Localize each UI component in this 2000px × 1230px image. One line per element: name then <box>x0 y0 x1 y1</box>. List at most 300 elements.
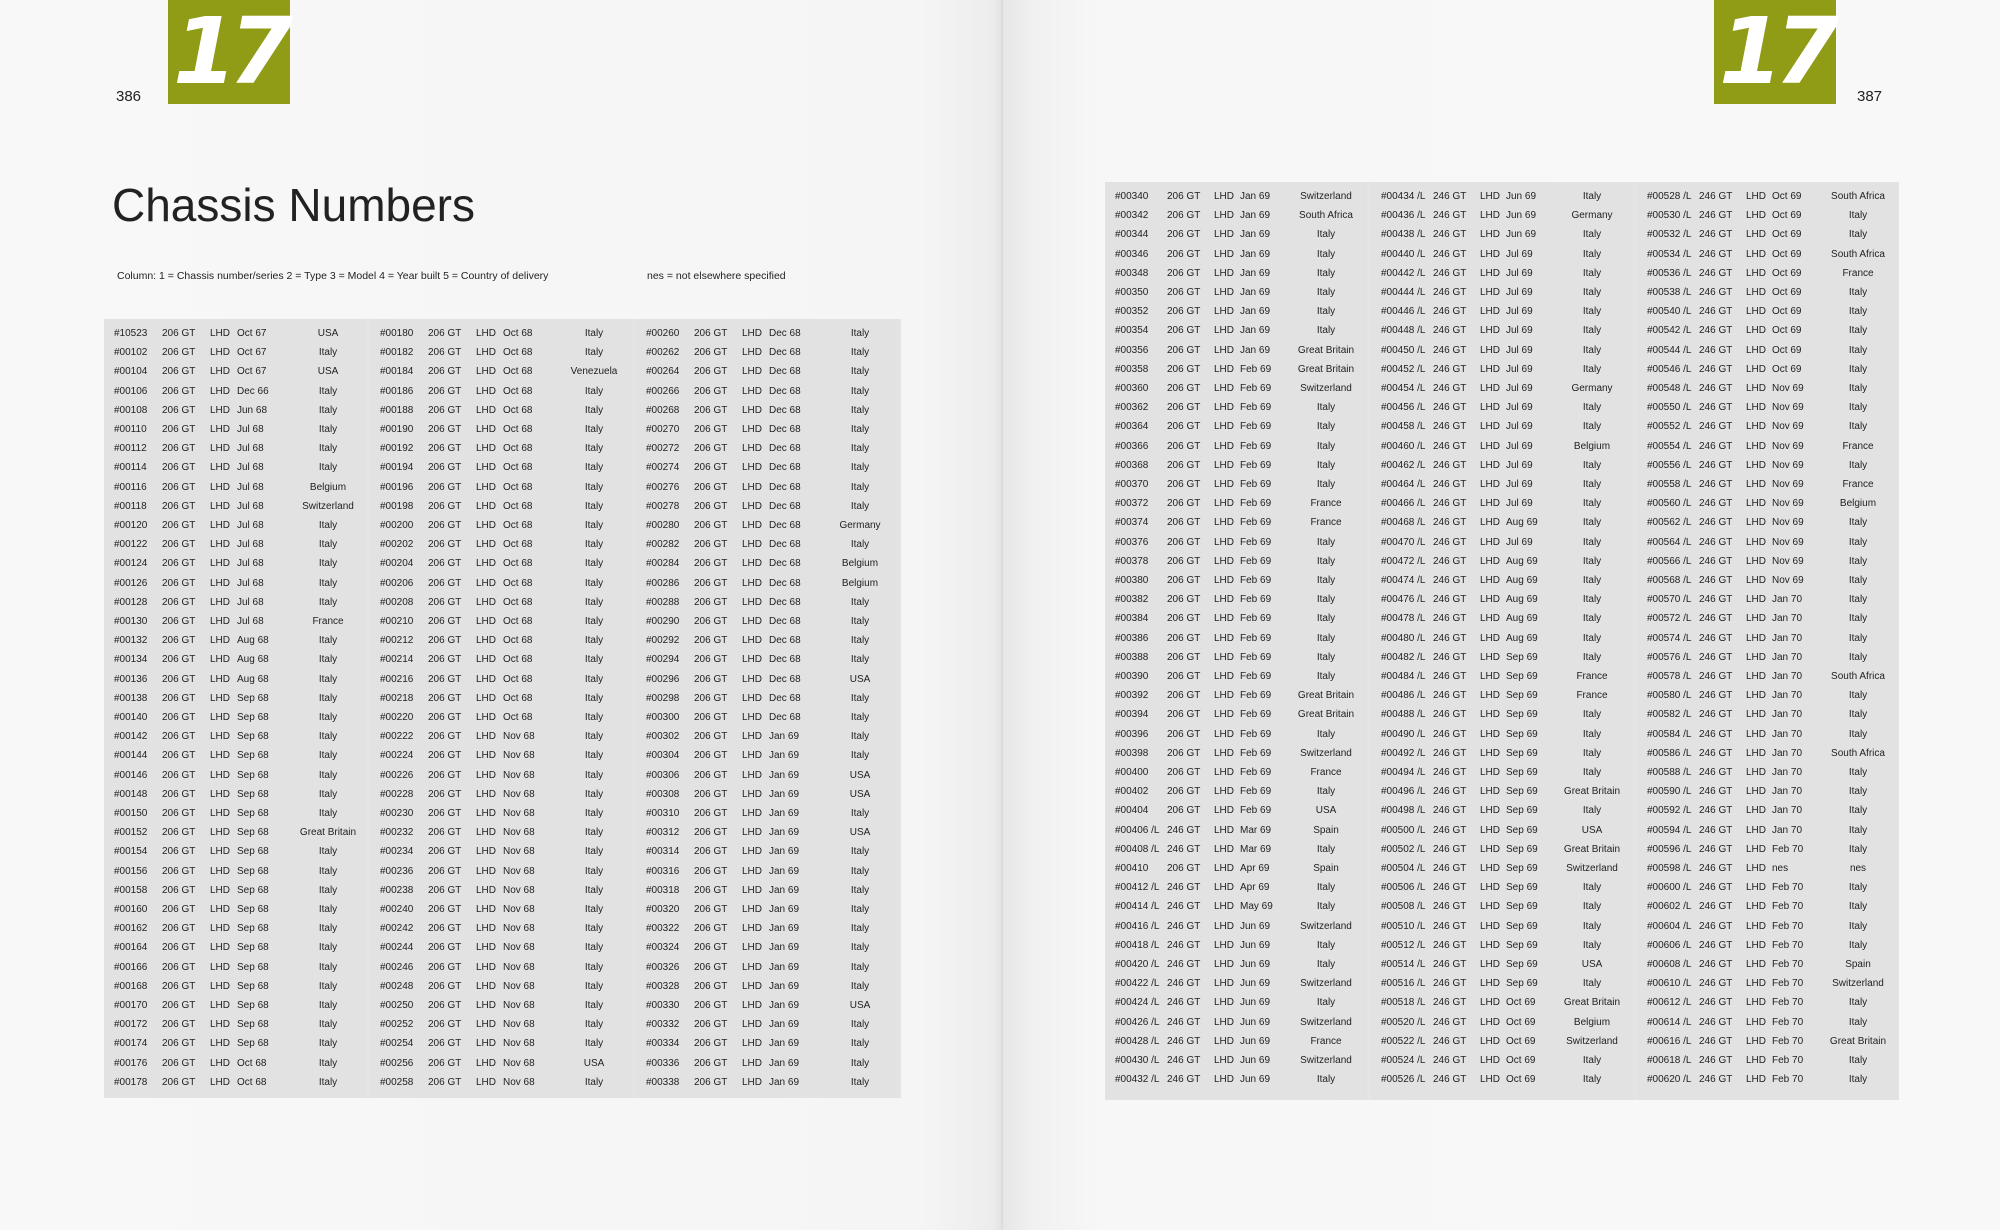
country-cell: Italy <box>318 1038 338 1050</box>
table-row <box>370 938 632 957</box>
year-built-cell: Apr 69 <box>1240 863 1270 874</box>
chassis-number-cell: #00104 <box>114 366 148 378</box>
model-cell: LHD <box>1480 939 1501 951</box>
country-cell: Italy <box>584 961 604 973</box>
year-built-cell: Jul 69 <box>1506 287 1533 298</box>
country-cell: Italy <box>318 865 338 877</box>
model-cell: LHD <box>1480 229 1501 241</box>
table-row <box>1105 878 1367 897</box>
year-built-cell: Oct 68 <box>503 673 533 685</box>
chassis-number-cell: #00434 /L <box>1381 191 1426 202</box>
chassis-number-cell: #00240 <box>380 904 414 915</box>
table-row <box>104 631 366 650</box>
table-row <box>1105 801 1367 820</box>
country-cell: Italy <box>850 385 870 397</box>
chassis-number-cell: #00208 <box>380 596 414 608</box>
type-cell: 206 GT <box>428 462 462 474</box>
table-row <box>104 804 366 823</box>
chassis-number-cell: #00136 <box>114 673 148 685</box>
table-row <box>1371 686 1633 705</box>
year-built-cell: Feb 70 <box>1772 1074 1804 1086</box>
type-cell: 246 GT <box>1433 728 1467 740</box>
chassis-number-cell: #00130 <box>114 616 148 627</box>
type-cell: 206 GT <box>428 942 462 954</box>
model-cell: LHD <box>210 596 231 608</box>
year-built-cell: Oct 69 <box>1506 1016 1536 1028</box>
country-cell: Italy <box>1316 555 1336 567</box>
model-cell: LHD <box>476 827 497 839</box>
chassis-number-cell: #00290 <box>646 616 680 627</box>
year-built-cell: Jan 70 <box>1772 632 1803 644</box>
type-cell: 206 GT <box>428 347 462 359</box>
model-cell: LHD <box>1746 421 1767 433</box>
country-cell: Italy <box>584 424 604 435</box>
chassis-number-cell: #00502 /L <box>1381 843 1426 855</box>
year-built-cell: Nov 69 <box>1772 383 1804 394</box>
country-cell: Italy <box>1582 229 1602 241</box>
chassis-number-cell: #00350 <box>1115 287 1149 298</box>
model-cell: LHD <box>476 923 497 935</box>
model-cell: LHD <box>210 424 231 435</box>
type-cell: 246 GT <box>1433 690 1467 702</box>
model-cell: LHD <box>1746 229 1767 241</box>
country-cell: Italy <box>1582 459 1602 471</box>
year-built-cell: Aug 68 <box>237 635 269 647</box>
type-cell: 246 GT <box>1699 978 1733 990</box>
country-cell: Italy <box>318 961 338 973</box>
year-built-cell: Sep 68 <box>237 731 269 743</box>
table-row <box>104 535 366 554</box>
model-cell: LHD <box>1214 728 1235 740</box>
table-row <box>1105 533 1367 552</box>
chassis-number-cell: #00294 <box>646 654 680 666</box>
type-cell: 246 GT <box>1433 248 1467 260</box>
model-cell: LHD <box>1214 267 1235 279</box>
model-cell: LHD <box>1480 459 1501 471</box>
year-built-cell: Nov 68 <box>503 1057 535 1069</box>
model-cell: LHD <box>1746 325 1767 337</box>
model-cell: LHD <box>1214 978 1235 990</box>
chassis-number-cell: #00358 <box>1115 363 1149 375</box>
model-cell: LHD <box>1214 1035 1235 1047</box>
type-cell: 206 GT <box>428 692 462 704</box>
type-cell: 246 GT <box>1167 978 1201 990</box>
model-cell: LHD <box>210 1000 231 1011</box>
table-row <box>1105 437 1367 456</box>
table-row <box>1637 513 1899 532</box>
year-built-cell: Jan 69 <box>1240 344 1271 356</box>
model-cell: LHD <box>1480 709 1501 721</box>
type-cell: 246 GT <box>1699 517 1733 529</box>
year-built-cell: Oct 68 <box>503 654 533 666</box>
table-row <box>370 554 632 573</box>
table-row <box>1371 360 1633 379</box>
country-cell: Italy <box>1316 248 1336 260</box>
model-cell: LHD <box>210 616 231 627</box>
page-number: 386 <box>116 88 142 105</box>
year-built-cell: Jan 69 <box>769 865 800 877</box>
model-cell: LHD <box>742 750 763 762</box>
year-built-cell: Aug 69 <box>1506 517 1538 529</box>
year-built-cell: Sep 69 <box>1506 805 1538 817</box>
chassis-table <box>104 319 901 1098</box>
table-row <box>636 631 898 650</box>
type-cell: 246 GT <box>1433 517 1467 529</box>
chapter-badge: 17 <box>1714 0 1836 104</box>
year-built-cell: Jan 69 <box>1240 191 1271 202</box>
year-built-cell: Aug 69 <box>1506 613 1538 625</box>
year-built-cell: Nov 69 <box>1772 459 1804 471</box>
country-cell: South Africa <box>1831 191 1885 202</box>
chassis-number-cell: #00500 /L <box>1381 824 1426 836</box>
model-cell: LHD <box>1214 1055 1235 1066</box>
table-row <box>636 689 898 708</box>
country-cell: Italy <box>1316 594 1336 606</box>
type-cell: 246 GT <box>1699 1035 1733 1047</box>
country-cell: Italy <box>1848 536 1868 548</box>
type-cell: 246 GT <box>1433 939 1467 951</box>
type-cell: 206 GT <box>694 635 728 647</box>
country-cell: Great Britain <box>1297 363 1355 375</box>
model-cell: LHD <box>210 788 231 800</box>
type-cell: 246 GT <box>1433 459 1467 471</box>
country-cell: Italy <box>1582 1074 1602 1086</box>
year-built-cell: Sep 68 <box>237 769 269 781</box>
chassis-number-cell: #00282 <box>646 539 680 551</box>
type-cell: 246 GT <box>1167 824 1201 836</box>
table-row <box>370 996 632 1015</box>
model-cell: LHD <box>476 1076 497 1088</box>
country-cell: Italy <box>318 596 338 608</box>
model-cell: LHD <box>1480 901 1501 913</box>
model-cell: LHD <box>742 1019 763 1031</box>
country-cell: Switzerland <box>1832 978 1884 990</box>
table-row <box>1371 206 1633 225</box>
table-row <box>1371 744 1633 763</box>
chassis-number-cell: #00304 <box>646 750 680 762</box>
table-row <box>1637 629 1899 648</box>
country-cell: Italy <box>584 462 604 474</box>
table-row <box>370 324 632 343</box>
type-cell: 206 GT <box>428 635 462 647</box>
type-cell: 206 GT <box>428 481 462 493</box>
model-cell: LHD <box>742 712 763 723</box>
country-cell: Italy <box>1848 786 1868 798</box>
model-cell: LHD <box>476 750 497 762</box>
type-cell: 206 GT <box>162 347 196 359</box>
model-cell: LHD <box>1214 421 1235 433</box>
table-row <box>1105 629 1367 648</box>
chassis-number-cell: #00610 /L <box>1647 978 1692 990</box>
model-cell: LHD <box>1214 344 1235 356</box>
year-built-cell: Jul 68 <box>237 596 264 608</box>
chassis-number-cell: #00526 /L <box>1381 1074 1426 1086</box>
model-cell: LHD <box>1480 863 1501 874</box>
model-cell: LHD <box>210 443 231 455</box>
year-built-cell: Jun 68 <box>237 404 268 416</box>
table-row <box>636 478 898 497</box>
table-row <box>1371 552 1633 571</box>
type-cell: 206 GT <box>1167 555 1201 567</box>
model-cell: LHD <box>1214 191 1235 202</box>
model-cell: LHD <box>1746 690 1767 702</box>
type-cell: 246 GT <box>1167 1074 1201 1086</box>
type-cell: 206 GT <box>162 1000 196 1011</box>
model-cell: LHD <box>742 366 763 378</box>
table-row <box>370 420 632 439</box>
chassis-number-cell: #00592 /L <box>1647 805 1692 817</box>
model-cell: LHD <box>1480 824 1501 836</box>
model-cell: LHD <box>742 500 763 512</box>
model-cell: LHD <box>742 635 763 647</box>
table-column <box>104 319 366 1098</box>
model-cell: LHD <box>1480 786 1501 798</box>
chassis-number-cell: #00302 <box>646 731 680 743</box>
country-cell: Great Britain <box>299 827 357 839</box>
type-cell: 246 GT <box>1699 536 1733 548</box>
table-row <box>1637 456 1899 475</box>
year-built-cell: Jan 69 <box>769 1019 800 1031</box>
chassis-number-cell: #00424 /L <box>1115 997 1160 1009</box>
year-built-cell: Jan 69 <box>1240 306 1271 318</box>
table-row <box>370 670 632 689</box>
type-cell: 206 GT <box>428 404 462 416</box>
table-row <box>636 766 898 785</box>
model-cell: LHD <box>1480 671 1501 682</box>
year-built-cell: Nov 68 <box>503 827 535 839</box>
table-row <box>1371 1051 1633 1070</box>
model-cell: LHD <box>1746 248 1767 260</box>
type-cell: 206 GT <box>1167 306 1201 318</box>
chassis-number-cell: #00140 <box>114 712 148 723</box>
model-cell: LHD <box>1746 613 1767 625</box>
table-row <box>636 670 898 689</box>
chassis-number-cell: #00538 /L <box>1647 287 1692 298</box>
year-built-cell: Jul 68 <box>237 443 264 455</box>
table-row <box>1637 609 1899 628</box>
country-cell: Italy <box>318 731 338 743</box>
chassis-number-cell: #00360 <box>1115 383 1149 394</box>
type-cell: 246 GT <box>1433 440 1467 452</box>
model-cell: LHD <box>1746 1055 1767 1066</box>
model-cell: LHD <box>1214 805 1235 817</box>
chassis-number-cell: #00352 <box>1115 306 1149 318</box>
type-cell: 206 GT <box>1167 287 1201 298</box>
table-row <box>1637 206 1899 225</box>
model-cell: LHD <box>1746 383 1767 394</box>
chassis-number-cell: #00546 /L <box>1647 363 1692 375</box>
table-row <box>1105 840 1367 859</box>
country-cell: Italy <box>850 347 870 359</box>
legend-note: nes = not elsewhere specified <box>647 270 786 282</box>
chassis-number-cell: #00506 /L <box>1381 882 1426 894</box>
country-cell: Italy <box>1582 517 1602 529</box>
type-cell: 246 GT <box>1433 671 1467 682</box>
country-cell: Italy <box>850 366 870 378</box>
year-built-cell: Oct 68 <box>237 1057 267 1069</box>
table-row <box>1637 341 1899 360</box>
country-cell: Italy <box>1316 287 1336 298</box>
chassis-number-cell: #00316 <box>646 865 680 877</box>
chassis-number-cell: #00426 /L <box>1115 1016 1160 1028</box>
chassis-number-cell: #00288 <box>646 596 680 608</box>
country-cell: Italy <box>850 750 870 762</box>
model-cell: LHD <box>210 404 231 416</box>
model-cell: LHD <box>1480 882 1501 894</box>
table-row <box>370 919 632 938</box>
country-cell: Germany <box>1571 210 1613 222</box>
year-built-cell: Feb 69 <box>1240 363 1272 375</box>
type-cell: 246 GT <box>1699 344 1733 356</box>
country-cell: Great Britain <box>1297 690 1355 702</box>
chassis-number-cell: #00496 /L <box>1381 786 1426 798</box>
model-cell: LHD <box>1214 959 1235 970</box>
year-built-cell: Nov 68 <box>503 788 535 800</box>
table-row <box>1105 897 1367 916</box>
table-row <box>104 1034 366 1053</box>
type-cell: 246 GT <box>1699 402 1733 414</box>
table-row <box>1637 187 1899 206</box>
table-row <box>1637 897 1899 916</box>
type-cell: 206 GT <box>1167 325 1201 337</box>
model-cell: LHD <box>1214 229 1235 241</box>
table-row <box>636 842 898 861</box>
model-cell: LHD <box>476 808 497 819</box>
chassis-number-cell: #00244 <box>380 942 414 954</box>
type-cell: 206 GT <box>694 1038 728 1050</box>
type-cell: 206 GT <box>694 923 728 935</box>
country-cell: Italy <box>850 1076 870 1088</box>
chassis-number-cell: #00474 /L <box>1381 575 1426 586</box>
country-cell: Italy <box>1316 651 1336 663</box>
chassis-number-cell: #00340 <box>1115 191 1149 202</box>
table-row <box>636 458 898 477</box>
table-row <box>104 862 366 881</box>
chassis-number-cell: #00528 /L <box>1647 191 1692 202</box>
country-cell: Italy <box>1848 901 1868 913</box>
year-built-cell: Jul 69 <box>1506 459 1533 471</box>
country-cell: Italy <box>1316 421 1336 433</box>
model-cell: LHD <box>210 884 231 896</box>
model-cell: LHD <box>742 443 763 455</box>
chassis-number-cell: #00204 <box>380 558 414 570</box>
model-cell: LHD <box>1480 325 1501 337</box>
country-cell: Italy <box>1848 767 1868 778</box>
table-row <box>370 650 632 669</box>
model-cell: LHD <box>1746 517 1767 529</box>
model-cell: LHD <box>1746 882 1767 894</box>
chassis-number-cell: #00254 <box>380 1038 414 1050</box>
model-cell: LHD <box>476 539 497 551</box>
year-built-cell: Jan 70 <box>1772 786 1803 798</box>
chassis-number-cell: #00572 /L <box>1647 613 1692 625</box>
country-cell: Venezuela <box>570 366 618 378</box>
table-row <box>1105 1070 1367 1089</box>
model-cell: LHD <box>1214 325 1235 337</box>
table-row <box>636 554 898 573</box>
country-cell: Germany <box>839 520 881 531</box>
chassis-number-cell: #00250 <box>380 1000 414 1011</box>
country-cell: Great Britain <box>1297 709 1355 721</box>
model-cell: LHD <box>1214 306 1235 318</box>
type-cell: 206 GT <box>694 1057 728 1069</box>
type-cell: 206 GT <box>1167 728 1201 740</box>
model-cell: LHD <box>1746 863 1767 874</box>
table-row <box>636 785 898 804</box>
country-cell: Italy <box>1582 747 1602 759</box>
type-cell: 206 GT <box>1167 498 1201 510</box>
model-cell: LHD <box>1746 767 1767 778</box>
model-cell: LHD <box>210 692 231 704</box>
year-built-cell: Sep 68 <box>237 846 269 858</box>
model-cell: LHD <box>1214 863 1235 874</box>
country-cell: Italy <box>1848 997 1868 1009</box>
country-cell: Great Britain <box>1563 786 1621 798</box>
type-cell: 246 GT <box>1699 671 1733 682</box>
table-row <box>1371 782 1633 801</box>
country-cell: Italy <box>584 520 604 531</box>
year-built-cell: Nov 68 <box>503 1000 535 1011</box>
year-built-cell: Aug 69 <box>1506 632 1538 644</box>
table-row <box>1637 840 1899 859</box>
year-built-cell: nes <box>1772 863 1789 874</box>
model-cell: LHD <box>742 654 763 666</box>
type-cell: 246 GT <box>1699 459 1733 471</box>
country-cell: Switzerland <box>1300 978 1352 990</box>
table-row <box>1637 321 1899 340</box>
year-built-cell: Sep 69 <box>1506 786 1538 798</box>
table-row <box>1371 1070 1633 1089</box>
model-cell: LHD <box>210 923 231 935</box>
chassis-number-cell: #00212 <box>380 635 414 647</box>
country-cell: Italy <box>850 923 870 935</box>
type-cell: 206 GT <box>1167 690 1201 702</box>
chassis-number-cell: #00206 <box>380 577 414 589</box>
chassis-number-cell: #00200 <box>380 520 414 531</box>
chassis-number-cell: #00452 /L <box>1381 363 1426 375</box>
country-cell: Italy <box>1582 978 1602 990</box>
model-cell: LHD <box>742 558 763 570</box>
model-cell: LHD <box>742 808 763 819</box>
country-cell: Italy <box>1316 613 1336 625</box>
model-cell: LHD <box>210 1076 231 1088</box>
year-built-cell: Jan 69 <box>1240 287 1271 298</box>
model-cell: LHD <box>1746 191 1767 202</box>
chassis-number-cell: #00218 <box>380 692 414 704</box>
year-built-cell: Nov 69 <box>1772 536 1804 548</box>
table-row <box>104 478 366 497</box>
chassis-number-cell: #00220 <box>380 712 414 723</box>
model-cell: LHD <box>1480 517 1501 529</box>
table-row <box>104 343 366 362</box>
type-cell: 246 GT <box>1699 1074 1733 1086</box>
table-row <box>104 881 366 900</box>
model-cell: LHD <box>210 1038 231 1050</box>
chassis-number-cell: #00430 /L <box>1115 1055 1160 1066</box>
type-cell: 206 GT <box>694 846 728 858</box>
country-cell: Italy <box>318 443 338 455</box>
model-cell: LHD <box>1746 747 1767 759</box>
type-cell: 206 GT <box>162 366 196 378</box>
model-cell: LHD <box>1746 459 1767 471</box>
year-built-cell: Oct 69 <box>1506 1055 1536 1066</box>
country-cell: nes <box>1849 863 1867 874</box>
year-built-cell: Jul 68 <box>237 558 264 570</box>
type-cell: 206 GT <box>694 654 728 666</box>
model-cell: LHD <box>476 1057 497 1069</box>
country-cell: Italy <box>1582 191 1602 202</box>
year-built-cell: Sep 68 <box>237 808 269 819</box>
